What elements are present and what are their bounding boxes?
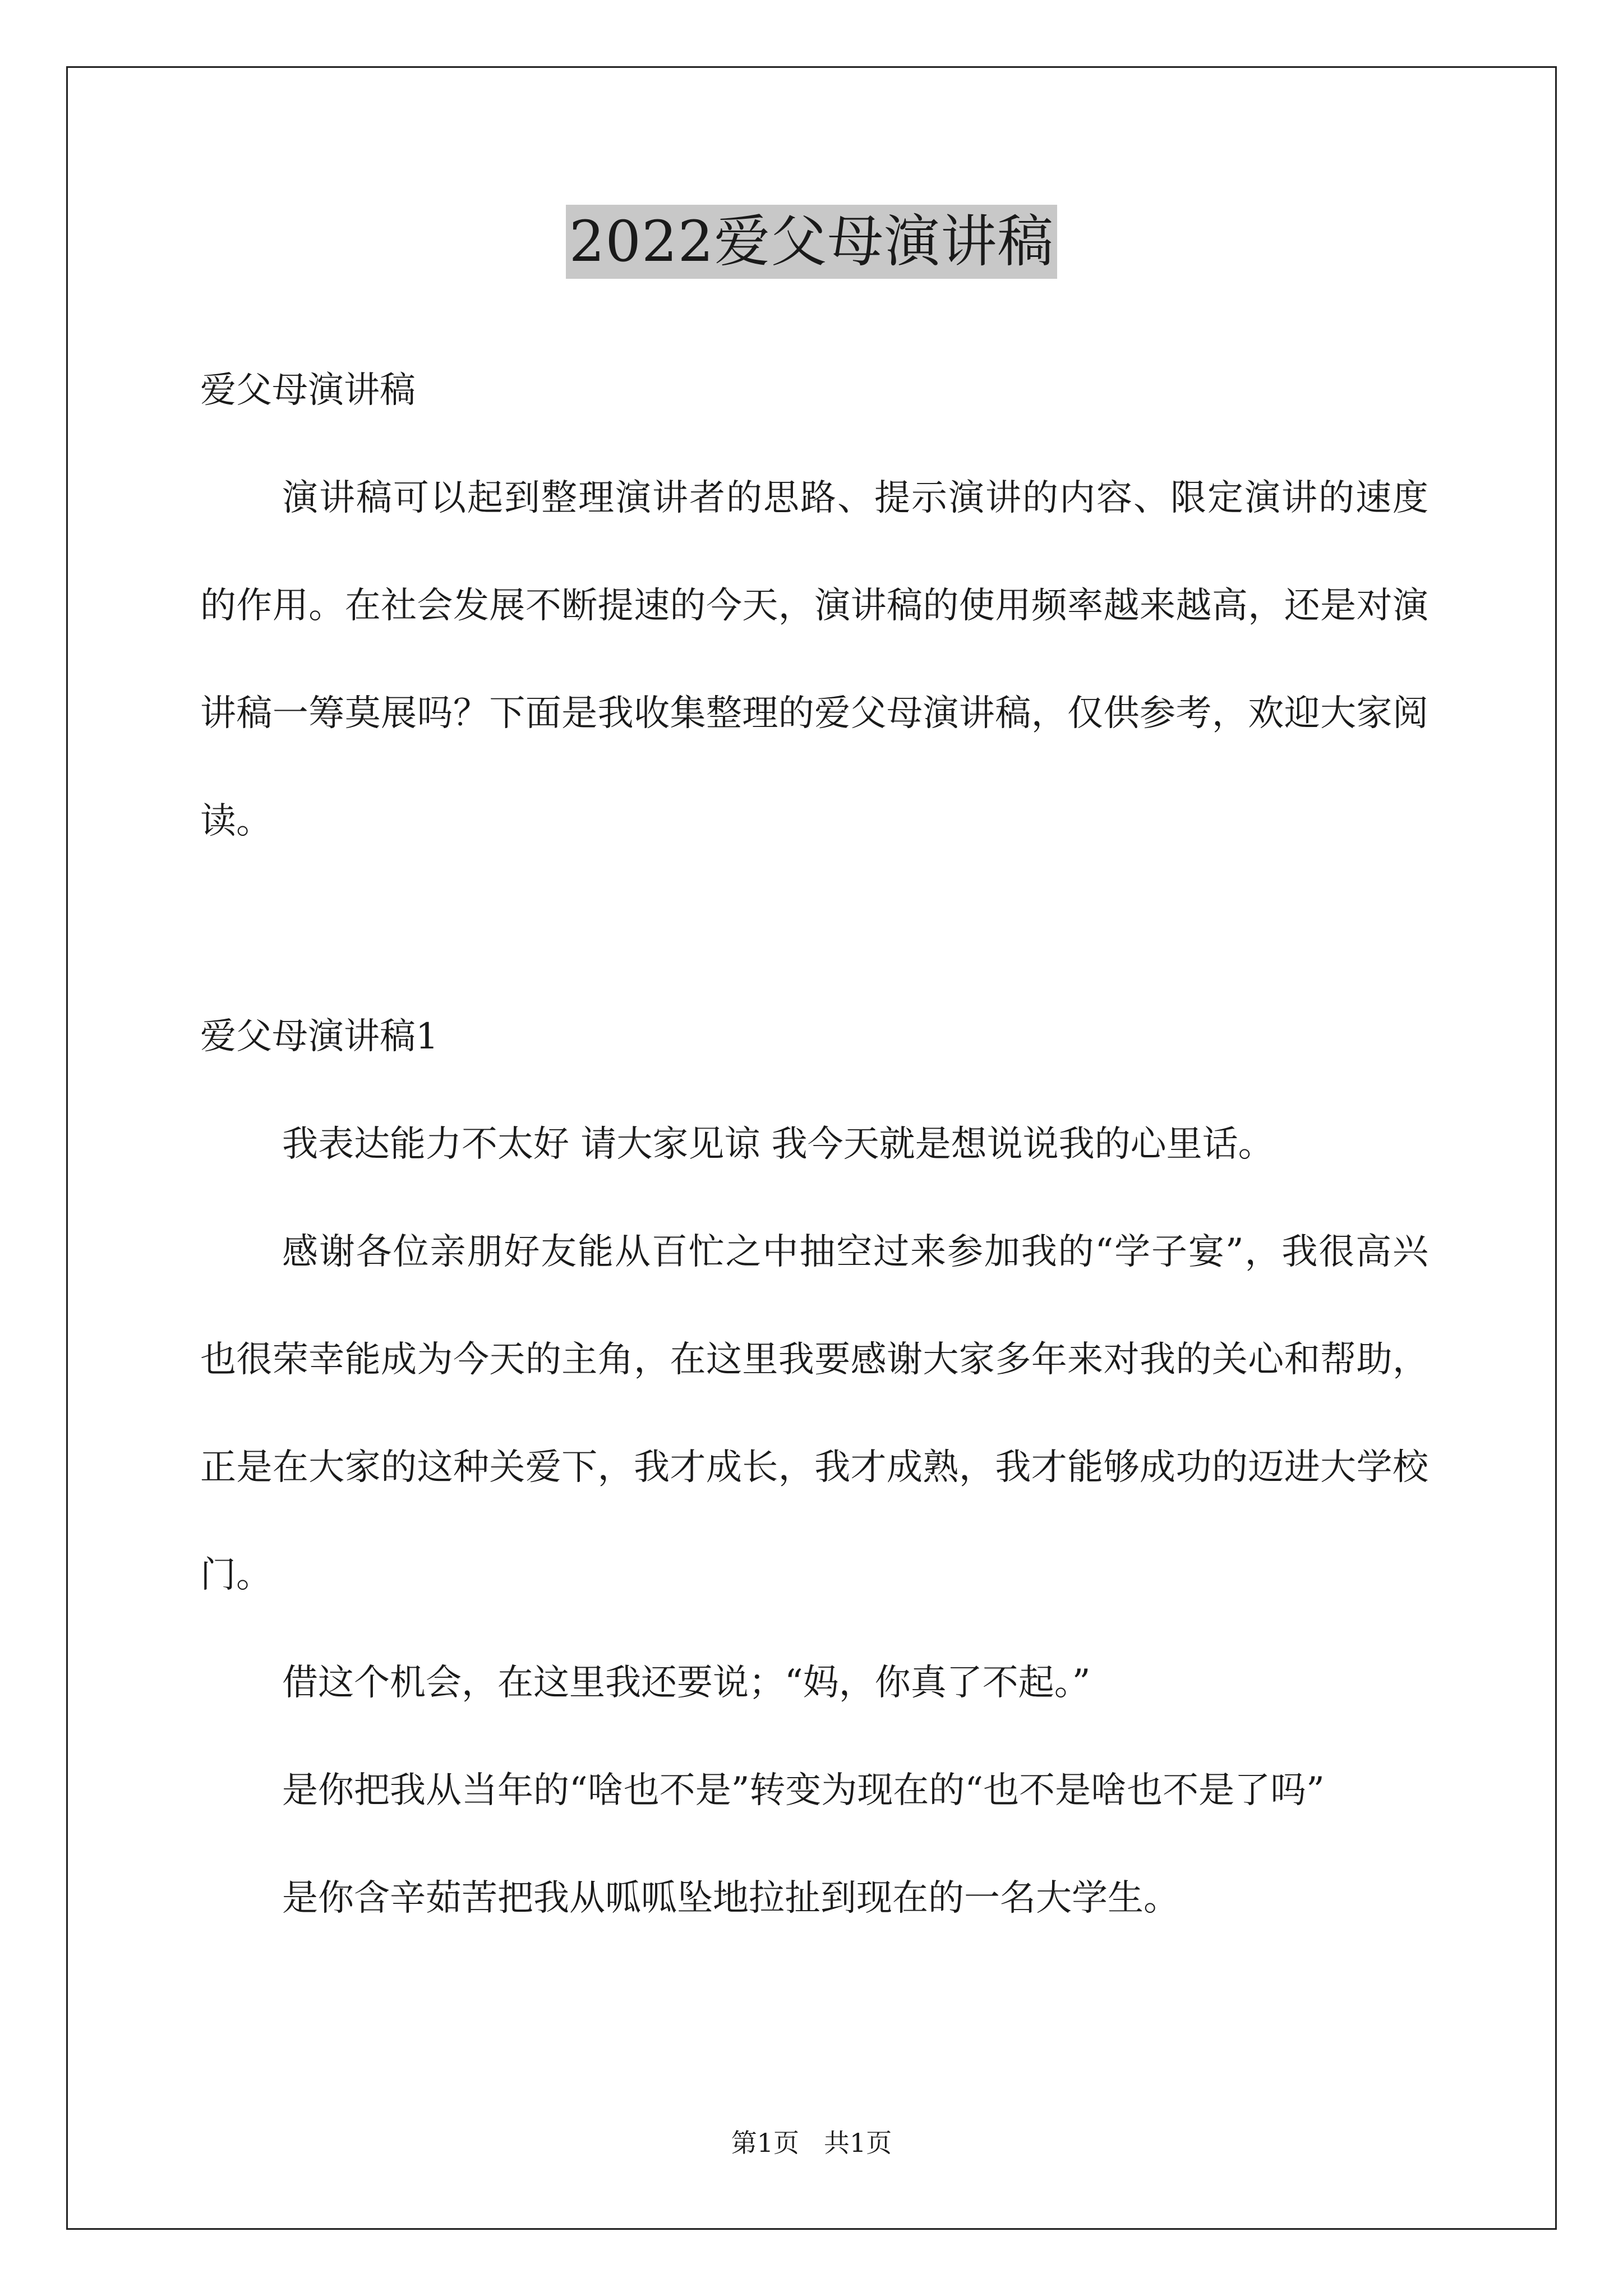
- title-container: [0, 205, 1623, 279]
- body-paragraph: 借这个机会，在这里我还要说；“妈，你真了不起。”: [282, 1662, 1091, 1704]
- section-heading: 爱父母演讲稿1: [200, 1016, 439, 1057]
- body-paragraph: 是你把我从当年的“啥也不是”转变为现在的“也不是啥也不是了吗”: [282, 1770, 1325, 1811]
- body-paragraph: 我表达能力不太好 请大家见谅 我今天就是想说说我的心里话。: [282, 1124, 1274, 1165]
- intro-paragraph: 演讲稿可以起到整理演讲者的思路、提示演讲的内容、限定演讲的速度的作用。在社会发展不断提速的今天，演讲稿的使用频率越来越高，还是对演讲稿一筹莫展吗？下面是我收集整理的爱父母演讲稿，仅供参考，欢迎大家阅读。: [200, 477, 1428, 842]
- intro-heading: 爱父母演讲稿: [200, 370, 416, 411]
- body-paragraph: 是你含辛茹苦把我从呱呱坠地拉扯到现在的一名大学生。: [282, 1878, 1179, 1919]
- body-paragraph: 感谢各位亲朋好友能从百忙之中抽空过来参加我的“学子宴”，我很高兴也很荣幸能成为今天的主角，在这里我要感谢大家多年来对我的关心和帮助，正是在大家的这种关爱下，我才成长，我才成熟，我才能够成功的迈进大学校门。: [200, 1231, 1428, 1596]
- page-footer: [0, 2126, 1623, 2160]
- page-number: 第1页: [731, 2128, 799, 2158]
- page-total: 共1页: [824, 2128, 892, 2158]
- document-body: [200, 337, 1428, 1952]
- document-title: 2022爱父母演讲稿: [566, 205, 1058, 279]
